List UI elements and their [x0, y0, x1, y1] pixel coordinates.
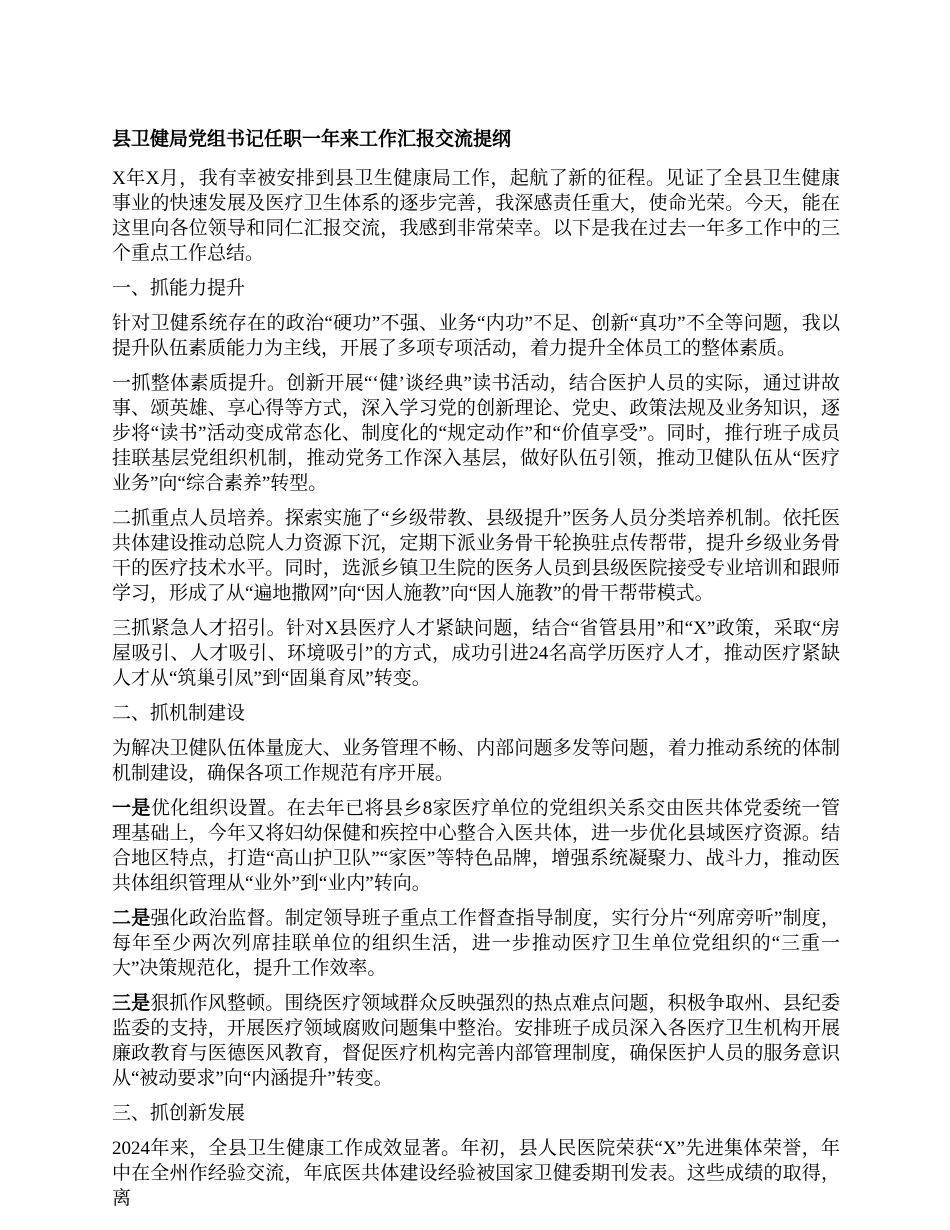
point-prefix-two: 二是 [112, 908, 151, 929]
point-text-organization: 优化组织设置。在去年已将县乡8家医疗单位的党组织关系交由医共体党委统一管理基础上，今年又将妇幼保健和疾控中心整合入医共体，进一步优化县域医疗资源。结合地区特点，打造“高山护卫队”“家医”等特色品牌，增强系统凝聚力、战斗力，推动医共体组织管理从“业外”到“业内”转向。 [112, 798, 840, 894]
point-text-conduct: 狠抓作风整顿。围绕医疗领域群众反映强烈的热点难点问题，积极争取州、县纪委监委的支持，开展医疗领域腐败问题集中整治。安排班子成员深入各医疗卫生机构开展廉政教育与医德医风教育，督促医疗机构完善内部管理制度，确保医护人员的服务意识从“被动要求”向“内涵提升”转变。 [112, 993, 840, 1089]
paragraph-point-supervision [112, 906, 840, 981]
paragraph-third-grasp-recruitment: 三抓紧急人才招引。针对X县医疗人才紧缺问题，结合“省管县用”和“X”政策，采取“房屋吸引、人才吸引、环境吸引”的方式，成功引进24名高学历医疗人才，推动医疗紧缺人才从“筑巢引凤”到“固巢育凤”转变。 [112, 618, 840, 689]
point-prefix-one: 一是 [112, 798, 151, 819]
paragraph-first-grasp-quality: 一抓整体素质提升。创新开展“‘健’谈经典”读书活动，结合医护人员的实际，通过讲故事、颂英雄、享心得等方式，深入学习党的创新理论、党史、政策法规及业务知识，逐步将“读书”活动变成常态化、制度化的“规定动作”和“价值享受”。同时，推行班子成员挂联基层党组织机制，推动党务工作深入基层，做好队伍引领，推动卫健队伍从“医疗业务”向“综合素养”转型。 [112, 373, 840, 494]
point-text-supervision: 强化政治监督。制定领导班子重点工作督查指导制度，实行分片“列席旁听”制度，每年至少两次列席挂联单位的组织生活，进一步推动医疗卫生单位党组织的“三重一大”决策规范化，提升工作效率。 [112, 908, 840, 979]
intro-paragraph: X年X月，我有幸被安排到县卫生健康局工作，起航了新的征程。见证了全县卫生健康事业的快速发展及医疗卫生体系的逐步完善，我深感责任重大，使命光荣。今天，能在这里向各位领导和同仁汇报交流，我感到非常荣幸。以下是我在过去一年多工作中的三个重点工作总结。 [112, 168, 840, 264]
paragraph-second-grasp-training: 二抓重点人员培养。探索实施了“乡级带教、县级提升”医务人员分类培养机制。依托医共体建设推动总院人力资源下沉，定期下派业务骨干轮换驻点传帮带，提升乡级业务骨干的医疗技术水平。同时，选派乡镇卫生院的医务人员到县级医院接受专业培训和跟师学习，形成了从“遍地撒网”向“因人施教”向“因人施教”的骨干帮带模式。 [112, 508, 840, 604]
section-heading-innovation: 三、抓创新发展 [112, 1103, 246, 1124]
document-title: 县卫健局党组书记任职一年来工作汇报交流提纲 [112, 129, 512, 150]
paragraph-point-conduct [112, 991, 840, 1091]
paragraph-mechanism-overview: 为解决卫健队伍体量庞大、业务管理不畅、内部问题多发等问题，着力推动系统的体制机制建设，确保各项工作规范有序开展。 [112, 738, 840, 784]
paragraph-point-organization [112, 796, 840, 896]
paragraph-achievements: 2024年来，全县卫生健康工作成效显著。年初，县人民医院荣获“X”先进集体荣誉，年中在全州作经验交流，年底医共体建设经验被国家卫健委期刊发表。这些成绩的取得，离 [112, 1138, 840, 1209]
point-prefix-three: 三是 [112, 993, 151, 1014]
paragraph-capability-overview: 针对卫健系统存在的政治“硬功”不强、业务“内功”不足、创新“真功”不全等问题，我以提升队伍素质能力为主线，开展了多项专项活动，着力提升全体员工的整体素质。 [112, 313, 840, 359]
section-heading-mechanism: 二、抓机制建设 [112, 703, 246, 724]
section-heading-capability: 一、抓能力提升 [112, 278, 246, 299]
